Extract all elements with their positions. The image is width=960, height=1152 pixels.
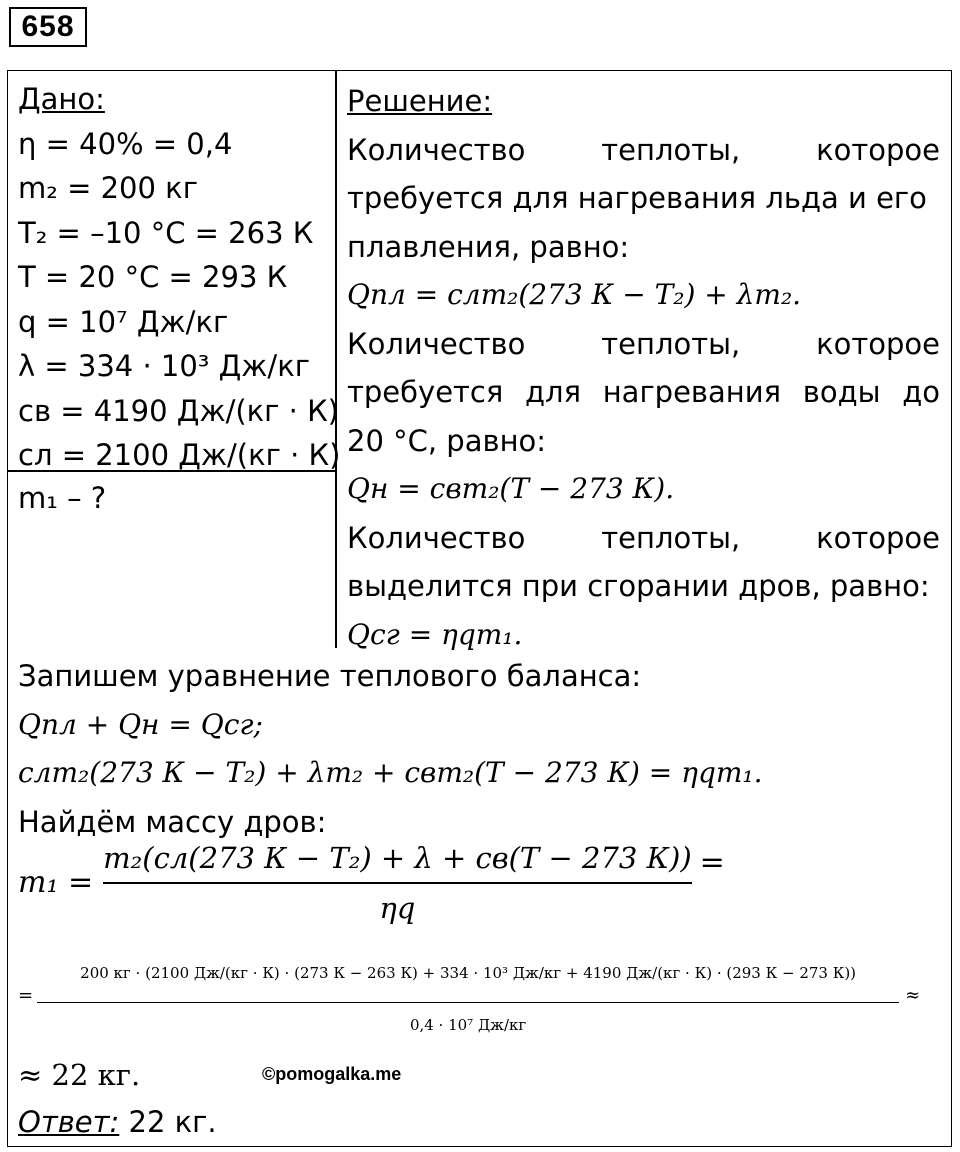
problem-number: 658 [9,7,87,47]
solution-text [347,514,940,563]
fraction-bar [103,882,692,884]
word: теплоты, [601,326,741,361]
solution-text [347,320,940,369]
word: которое [816,132,940,167]
word: воды [802,375,881,410]
formula-q-melt: Qпл = cлm₂(273 К − T₂) + λm₂. [347,278,802,312]
given-line: T₂ = –10 °C = 263 К [18,215,314,250]
given-line: T = 20 °C = 293 К [18,260,288,294]
formula-q-heat: Qн = cвm₂(T − 273 К). [347,472,675,506]
numeric-numerator: 200 кг · (2100 Дж/(кг · К) · (273 К − 263 К) + 334 · 10³ Дж/кг + 4190 Дж/(кг · К) · (293 К − 273 К)) [80,964,857,982]
answer-line [18,1100,217,1144]
word: которое [816,326,940,361]
solution-text: плавления, равно: [347,229,630,264]
given-line: cл = 2100 Дж/(кг · К) [18,438,341,472]
m1-numerator: m₂(cл(273 К − T₂) + λ + cв(T − 273 К)) [103,841,692,875]
given-line: m₂ = 200 кг [18,171,198,205]
formula-q-burn: Qсг = ηqm₁. [347,617,523,651]
given-line: q = 10⁷ Дж/кг [18,304,229,339]
word: теплоты, [601,132,741,167]
word: для [525,375,582,410]
word: Количество [347,132,526,167]
find-mass-text: Найдём массу дров: [18,804,327,839]
balance-text: Запишем уравнение теплового баланса: [18,659,642,694]
numeric-substitution [18,946,920,1045]
word: нагревания [602,375,782,410]
equals-sign: = [699,845,725,880]
m1-lhs: m₁ = [18,865,94,900]
equals-sign: = [18,985,34,1006]
solution-text [347,126,940,175]
result-line: ≈ 22 кг. [18,1058,141,1092]
m1-formula [18,838,725,928]
given-block [18,77,340,478]
given-line: η = 40% = 0,4 [18,126,233,161]
word: требуется [347,375,504,410]
balance-equation-short: Qпл + Qн = Qсг; [18,707,263,741]
solution-text [347,368,940,417]
given-heading: Дано: [18,82,105,116]
numeric-fraction [37,946,899,1045]
given-line: cв = 4190 Дж/(кг · К) [18,393,339,428]
balance-block [18,652,763,846]
word: Количество [347,520,526,555]
answer-label: Ответ: [18,1105,120,1139]
word: которое [816,520,940,555]
solution-heading: Решение: [347,84,493,119]
fraction-bar [37,1002,899,1003]
word: Количество [347,326,526,361]
word: теплоты, [601,520,741,555]
solution-text: выделится при сгорании дров, равно: [347,569,930,604]
solution-block [347,77,940,659]
numeric-denominator: 0,4 · 10⁷ Дж/кг [409,1016,527,1034]
watermark: ©pomogalka.me [262,1064,402,1084]
given-line: λ = 334 · 10³ Дж/кг [18,349,310,383]
solution-text: требуется для нагревания льда и его [347,181,927,216]
balance-equation-full: cлm₂(273 К − T₂) + λm₂ + cвm₂(T − 273 К) = ηqm₁. [18,756,763,790]
answer-value: 22 кг. [128,1105,217,1139]
solution-text: 20 °C, равно: [347,423,547,458]
approx-sign: ≈ [905,985,921,1006]
m1-denominator: ηq [379,891,416,925]
m1-fraction [103,838,692,928]
word: до [902,375,940,410]
find-line: m₁ – ? [18,481,107,515]
